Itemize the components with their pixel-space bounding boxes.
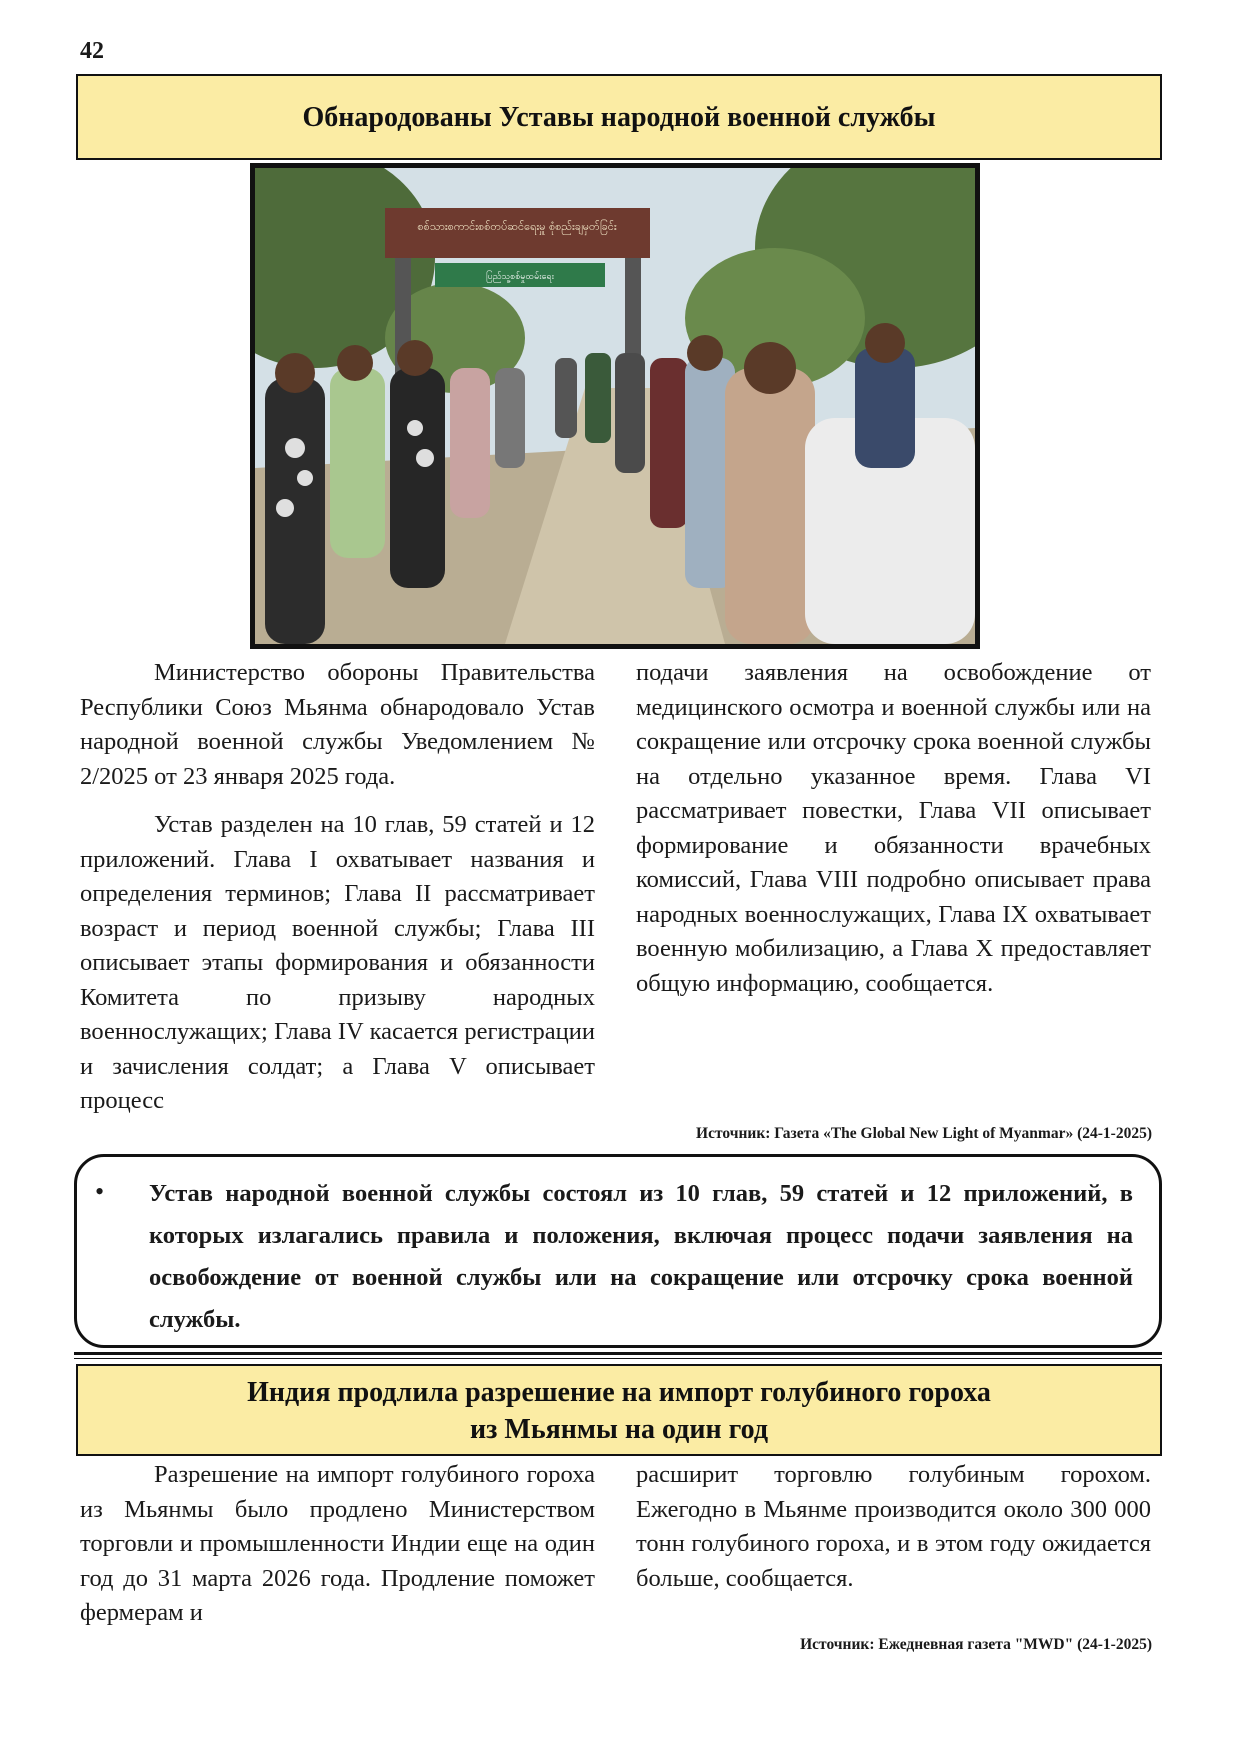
- article-title: [76, 1364, 1162, 1456]
- article-left-column: [80, 1458, 595, 1645]
- page-number: 42: [80, 38, 104, 64]
- paragraph: Устав разделен на 10 глав, 59 статей и 12 приложений. Глава I охватывает названия и определения терминов; Глава II рассматривает возраст и период военной службы; Глава III описывает этапы формирования и обязанности Комитета по призыву народных военнослужащих; Глава IV касается регистрации и зачисления солдат; а Глава V описывает процесс: [80, 811, 595, 1114]
- paragraph: Разрешение на импорт голубиного гороха из Мьянмы было продлено Министерством торговли и промышленности Индии еще на один год до 31 марта 2026 года. Продление поможет фермерам и: [80, 1461, 595, 1626]
- bullet-icon: •: [95, 1177, 105, 1206]
- gate-sign-text: စစ်သားစကာင်းစစ်တပ်ဆင်ရေးမှူ စုံစည်းချမှတ်ခြင်း: [417, 220, 617, 233]
- article-source: Источник: Ежедневная газета "MWD" (24-1-2025): [800, 1636, 1152, 1653]
- gate-banner-text: ပြည်သူ့စစ်မှုထမ်းရေး: [486, 272, 554, 282]
- article-right-column: [636, 656, 1151, 1015]
- paragraph: подачи заявления на освобождение от медицинского осмотра и военной службы или на сокращение или отсрочку срока военной службы на отдельно указанное время. Глава VI рассматривает повестки, Глава VII описывает формирование и обязанности врачебных комиссий, Глава VIII подробно описывает права народных военнослужащих, Глава IX охватывает военную мобилизацию, а Глава X предоставляет общую информацию, сообщается.: [636, 659, 1151, 997]
- conscription-ceremony-photo: [255, 168, 975, 644]
- section-divider: [74, 1358, 1162, 1359]
- paragraph: Министерство обороны Правительства Республики Союз Мьянма обнародовало Устав народной военной службы Уведомлением № 2/2025 от 23 января 2025 года.: [80, 659, 595, 790]
- article-source: Источник: Газета «The Global New Light of Myanmar» (24-1-2025): [696, 1125, 1152, 1142]
- summary-text: Устав народной военной службы состоял из 10 глав, 59 статей и 12 приложений, в которых излагались правила и положения, включая процесс подачи заявления на освобождение от военной службы или на сокращение или отсрочку срока военной службы.: [149, 1180, 1133, 1333]
- article-left-column: [80, 656, 595, 1133]
- article-title: Обнародованы Уставы народной военной службы: [76, 74, 1162, 160]
- summary-box: [74, 1154, 1162, 1348]
- article-right-column: [636, 1458, 1151, 1610]
- title-line: Индия продлила разрешение на импорт голубиного гороха: [247, 1377, 991, 1408]
- section-divider: [74, 1352, 1162, 1355]
- paragraph: расширит торговлю голубиным горохом. Ежегодно в Мьянме производится около 300 000 тонн голубиного гороха, и в этом году ожидается больше, сообщается.: [636, 1461, 1151, 1592]
- article-photo: [250, 163, 980, 649]
- title-line: из Мьянмы на один год: [470, 1414, 768, 1445]
